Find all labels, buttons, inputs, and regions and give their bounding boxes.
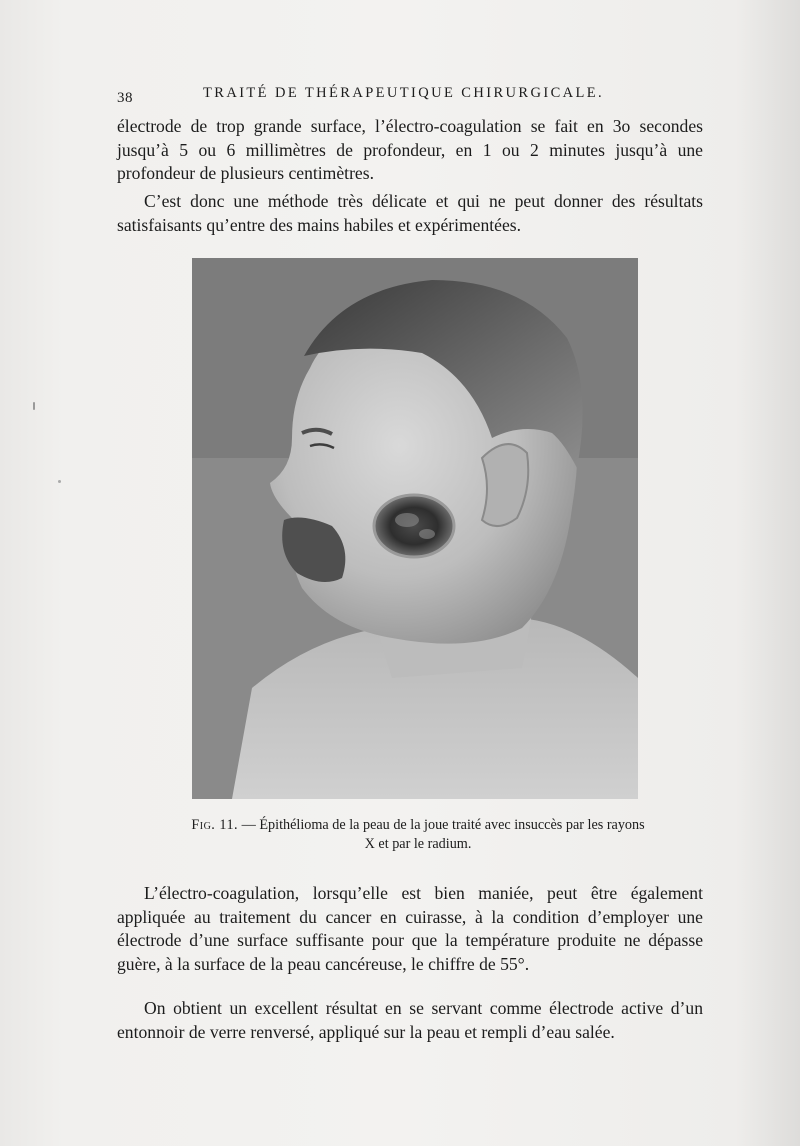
paragraph-result: On obtient un excellent résultat en se servant comme électrode active d’un entonnoir de verre renversé, appliqué sur la peau et rempli d’eau salée. bbox=[117, 998, 703, 1042]
figure-caption bbox=[190, 816, 646, 854]
running-head: TRAITÉ DE THÉRAPEUTIQUE CHIRURGICALE. bbox=[203, 85, 605, 101]
page-number: 38 bbox=[117, 90, 133, 106]
paper-mark bbox=[33, 402, 35, 410]
paragraph-method-delicate: C’est donc une méthode très délicate et qui ne peut donner des résultats satisfaisants qu’entre des mains habiles et expérimentées. bbox=[117, 191, 703, 235]
cheek-lesion-shape bbox=[374, 495, 454, 557]
figure-caption-text: — Épithélioma de la peau de la joue traité avec insuccès par les rayons X et par le radium. bbox=[238, 817, 645, 852]
figure-label: Fig. 11. bbox=[191, 817, 239, 833]
paragraph-electro-coagulation: L’électro-coagulation, lorsqu’elle est bien maniée, peut être également appliquée au traitement du cancer en cuirasse, à la condition d’employer une électrode d’une surface suffisante pour que la température produite ne dépasse guère, à la surface de la peau cancéreuse, le chiffre de 55°. bbox=[117, 883, 703, 974]
paragraph-continuation: électrode de trop grande surface, l’électro-coagulation se fait en 3o secondes jusqu’à 5 ou 6 millimètres de profondeur, en 1 ou 2 minutes jusqu’à une profondeur de plusieurs centimètres. bbox=[117, 116, 703, 183]
paper-speck bbox=[58, 480, 61, 483]
figure-photograph bbox=[192, 258, 638, 799]
patient-portrait-illustration bbox=[192, 258, 638, 799]
